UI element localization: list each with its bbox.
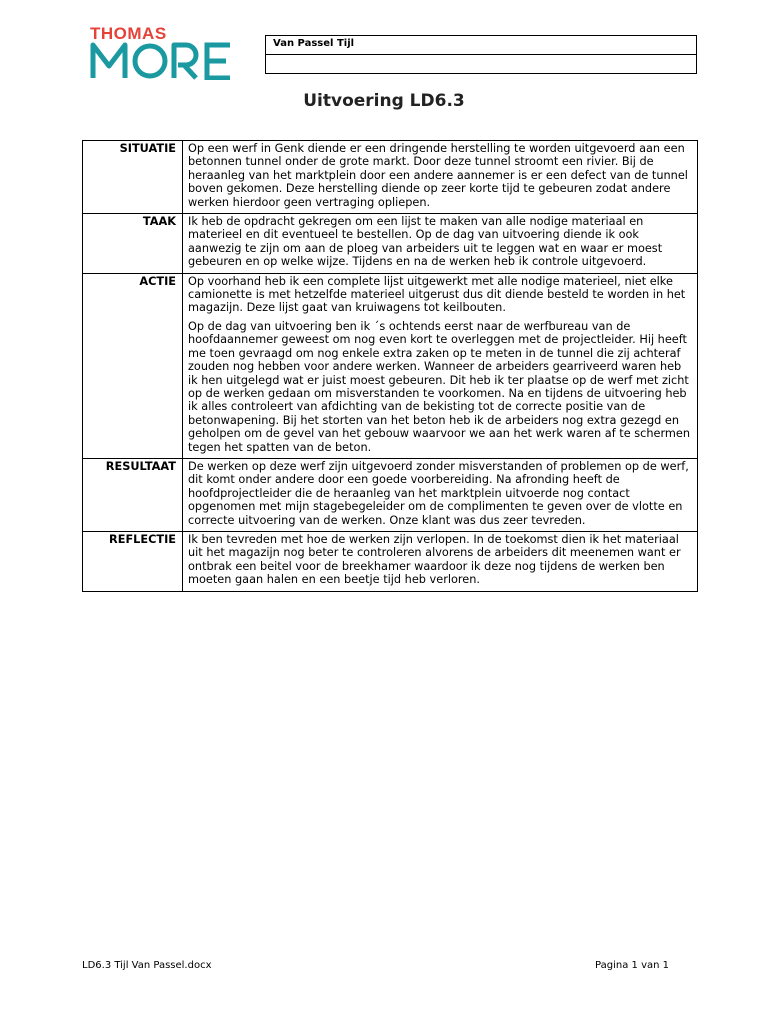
logo-top-text: THOMAS xyxy=(90,24,167,43)
student-name: Van Passel Tijl xyxy=(266,36,696,55)
footer-filename: LD6.3 Tijl Van Passel.docx xyxy=(82,960,212,971)
row-content xyxy=(183,141,698,214)
document-title: Uitvoering LD6.3 xyxy=(303,91,465,111)
row-paragraph: Op de dag van uitvoering ben ik ´s ochtends eerst naar de werfbureau van de hoofdaannemer geweest om nog even kort te overleggen met de projectleider. Hij heeft me toen gevraagd om nog enkele extra zaken op te meten in de tunnel die zij achteraf zouden nog hebben voor andere werken. Wanneer de arbeiders gearriveerd waren heb ik hen uitgelegd wat er juist moest gebeuren. Dit heb ik ter plaatse op de werf met zicht op de werken gedaan om misverstanden te voorkomen. Na en tijdens de uitvoering heb ik alles controleert van afdichting van de bekisting tot de correcte positie van de betonwapening. Bij het storten van het beton heb ik de arbeiders nog extra gezegd en geholpen om de gevel van het gebouw waarvoor we aan het werk waren af te schermen tegen het spatten van de beton. xyxy=(188,319,691,454)
table-row xyxy=(83,458,698,531)
row-paragraph: Ik ben tevreden met hoe de werken zijn verlopen. In de toekomst dien ik het materiaal uit het magazijn nog beter te controleren alvorens de arbeiders dit meenemen want er ontbrak een beitel voor de breekhamer waardoor ik deze nog tijdens de werken ben moeten gaan halen en een beetje tijd heb verloren. xyxy=(188,532,681,587)
row-content xyxy=(183,273,698,458)
row-label: REFLECTIE xyxy=(83,531,183,591)
row-label: TAAK xyxy=(83,214,183,274)
row-paragraph: Ik heb de opdracht gekregen om een lijst te maken van alle nodige materiaal en materieel en dit eventueel te bestellen. Op de dag van uitvoering diende ik ook aanwezig te zijn om aan de ploeg van arbeiders uit te leggen wat en waar er moest gebeuren en op welke wijze. Tijdens en na de werken heb ik controle uitgevoerd. xyxy=(188,215,663,269)
thomas-more-logo xyxy=(90,24,235,80)
footer-page-number: Pagina 1 van 1 xyxy=(595,960,669,971)
row-content xyxy=(183,531,698,591)
row-paragraph: Op een werf in Genk diende er een dringende herstelling te worden uitgevoerd aan een betonnen tunnel onder de grote markt. Door deze tunnel stroomt een rivier. Bij de heraanleg van het marktplein door een andere aannemer is er een defect van de tunnel boven gekomen. Deze herstelling diende op zeer korte tijd te gebeuren zodat andere werken hierdoor geen vertraging opliepen. xyxy=(188,142,688,209)
table-row xyxy=(83,141,698,214)
table-row xyxy=(83,214,698,274)
row-content xyxy=(183,214,698,274)
student-name-box xyxy=(265,35,697,74)
row-paragraph: De werken op deze werf zijn uitgevoerd zonder misverstanden of problemen op de werf, dit komt onder andere door een goede voorbereiding. Na afronding heeft de hoofdprojectleider die de heraanleg van het marktplein uitvoerde nog contact opgenomen met mijn stagebegeleider om de complimenten te geven over de vlotte en correcte uitvoering van de werken. Onze klant was dus zeer tevreden. xyxy=(188,459,689,527)
star-table xyxy=(82,140,698,592)
row-content xyxy=(183,458,698,531)
row-label: RESULTAAT xyxy=(83,458,183,531)
table-row xyxy=(83,273,698,458)
row-paragraph: Op voorhand heb ik een complete lijst uitgewerkt met alle nodige materieel, niet elke camionette is met hetzelfde materieel uitgerust dus dit diende besteld te worden in het magazijn. Deze lijst gaat van kruiwagens tot keilbouten. xyxy=(188,274,686,315)
row-label: ACTIE xyxy=(83,273,183,458)
logo-more-wordmark xyxy=(90,40,235,80)
row-label: SITUATIE xyxy=(83,141,183,214)
table-row xyxy=(83,531,698,591)
